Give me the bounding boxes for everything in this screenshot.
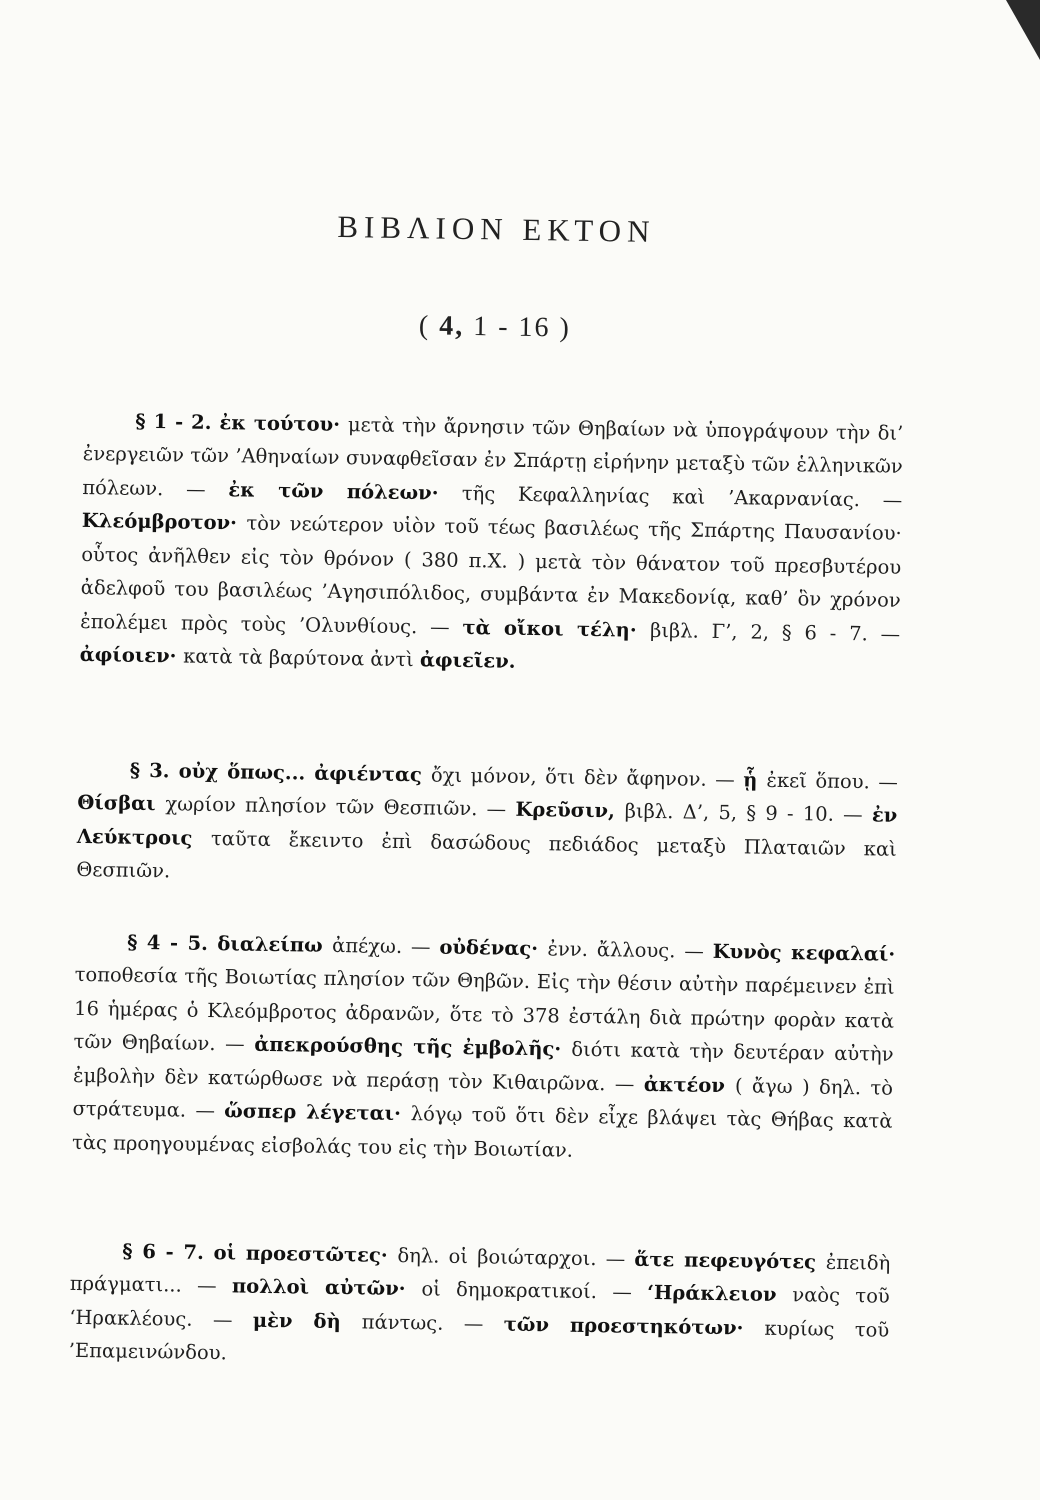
commentary-text: οἱ δημοκρατικοί. — [421,1277,648,1304]
lemma-term: πολλοὶ αὐτῶν· [231,1274,422,1301]
lemma-term: ἅτε πεφευγότες [634,1247,827,1274]
commentary-paragraph-3 [72,924,896,1171]
lemma-term: τὰ οἴκοι τέλη· [462,615,651,642]
chapter-range-bold: 4, [439,310,465,342]
lemma-term: Κρεῦσιν, [515,797,625,823]
lemma-term: ᾗ [743,767,767,792]
commentary-text: λόγῳ τοῦ ὅτι δὲν εἶχε βλάψει τὰς Θήβας κατὰ τὰς προηγουμένας εἰσβολάς του εἰς τὴν Βοιωτίαν. [71,1102,893,1162]
commentary-text: χωρίον πλησίον τῶν Θεσπιῶν. — [165,792,516,821]
commentary-text: ἀπέχω. — [331,933,440,959]
commentary-text: δηλ. οἱ βοιώταρχοι. — [397,1243,635,1271]
chapter-range-rest: 1 - 16 [464,310,560,344]
lemma-term: § 1 - 2. ἐκ τούτου· [135,409,349,436]
lemma-term: § 4 - 5. διαλείπω [127,930,333,957]
commentary-text: ( ἄγω ) δηλ. τὸ στράτευμα. — [72,1073,894,1123]
commentary-text: ἐνν. ἄλλους. — [547,936,713,963]
commentary-text: ἐκεῖ ὅπου. — [766,768,898,794]
lemma-term: ἀφίοιεν· [79,642,184,668]
book-page [68,0,910,1365]
commentary-text: τοποθεσία τῆς Βοιωτίας πλησίον τῶν Θηβῶν. Εἰς τὴν θέσιν αὐτὴν παρέμεινεν ἐπὶ 16 ἡμέρας ὁ Κλεόμβροτος ἀδρανῶν, ὅτε τὸ 378 ἐστάλη διὰ πρώτην φορὰν κατὰ τῶν Θηβαίων. — [73,962,895,1056]
lemma-term: ἐκ τῶν πόλεων· [228,477,463,505]
lemma-term: Κυνὸς κεφαλαί· [712,939,896,966]
commentary-text: κατὰ τὰ βαρύτονα ἀντὶ [183,644,421,672]
commentary-text: πάντως. — [361,1309,504,1336]
book-title: ΒΙΒΛΙΟΝ ΕΚΤΟΝ [337,208,656,249]
commentary-text: ταῦτα ἔκειντο ἐπὶ δασώδους πεδιάδος μεταξὺ Πλαταιῶν καὶ Θεσπιῶν. [76,826,897,883]
lemma-term: § 3. οὐχ ὅπως... ἀφιέντας [129,758,432,786]
lemma-term: Θίσβαι [77,790,166,816]
lemma-term: Κλεόμβροτον· [81,508,247,535]
lemma-term: ‘Ηράκλειον [646,1280,793,1307]
lemma-term: τῶν προεστηκότων· [503,1312,765,1340]
lemma-term: ἀπεκρούσθης τῆς ἐμβολῆς· [254,1032,572,1061]
commentary-text: ναὸς τοῦ ‘Ηρακλέους. — [69,1283,890,1332]
lemma-term: ἀκτέον [643,1072,736,1097]
commentary-text: ὄχι μόνον, ὅτι δὲν ἄφηνον. — [430,762,744,791]
commentary-text: τὸν νεώτερον υἱὸν τοῦ τέως βασιλέως τῆς Σπάρτης Παυσανίου· οὗτος ἀνῆλθεν εἰς τὸν θρόνον ( 380 π.Χ. ) μετὰ τὸν θάνατον τοῦ πρεσβυτέρου ἀδελφοῦ του βασιλέως ’Αγησιπόλιδος, συμβάντα ἐν Μακεδονίᾳ, καθ’ ὃν χρόνον ἐπολέμει πρὸς τοὺς ’Ολυνθίους. — [80,511,902,639]
commentary-paragraph-1 [79,403,903,684]
commentary-text: ἐπειδὴ πράγματι... — [69,1250,891,1298]
chapter-range: ( 4, 1 - 16 ) [418,310,572,344]
commentary-text: μετὰ τὴν ἄρνησιν τῶν Θηβαίων νὰ ὑπογράψουν τὴν δι’ ἐνεργειῶν τῶν ’Αθηναίων συναφθεῖσαν ἐν Σπάρτῃ εἰρήνην μεταξὺ τῶν ἑλληνικῶν πόλεων. — [82,412,904,501]
commentary-paragraph-4 [69,1233,891,1380]
commentary-text: βιβλ. Δ’, 5, § 9 - 10. — [624,799,873,827]
lemma-term: ἐν Λεύκτροις [76,803,898,850]
lemma-term: ὥσπερ λέγεται· [224,1099,411,1126]
lemma-term: § 6 - 7. οἱ προεστῶτες· [122,1239,398,1267]
commentary-text: τῆς Κεφαλληνίας καὶ ’Ακαρνανίας. — [461,481,903,512]
lemma-term: ἀφιεῖεν. [419,648,516,673]
commentary-paragraph-2 [76,752,898,899]
commentary-text: κυρίως τοῦ ’Επαμεινώνδου. [68,1316,890,1365]
lemma-term: μὲν δὴ [252,1308,362,1333]
commentary-text: βιβλ. Γ’, 2, § 6 - 7. — [649,618,901,646]
lemma-term: οὐδένας· [439,935,548,960]
page-corner-shadow [1006,0,1040,60]
commentary-text: διότι κατὰ τὴν δευτέραν αὐτὴν ἐμβολὴν δὲν κατώρθωσε νὰ περάσῃ τὸν Κιθαιρῶνα. — [72,1037,894,1096]
